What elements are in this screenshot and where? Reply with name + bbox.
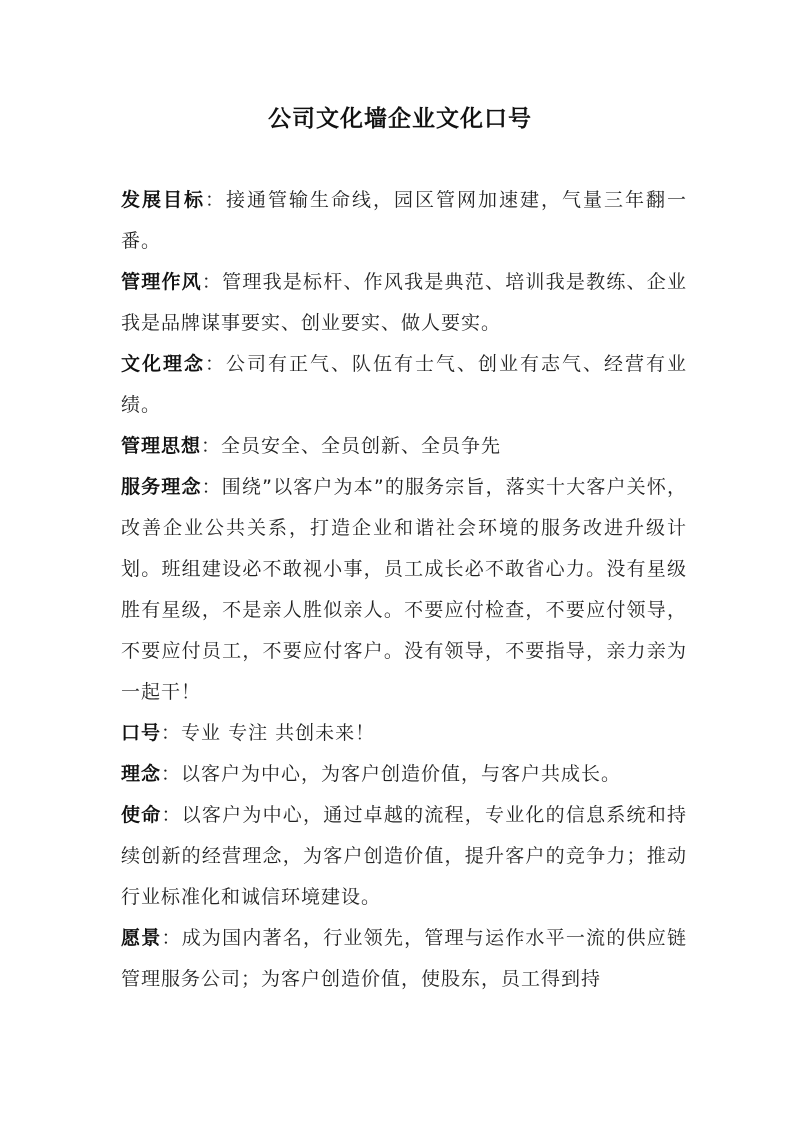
paragraph-separator: ： [201,271,223,293]
paragraph-development-goal [121,180,687,262]
paragraph-label: 管理思想 [121,435,202,457]
paragraph-separator: ： [161,804,182,826]
document-title: 公司文化墙企业文化口号 [268,106,532,132]
paragraph-service-concept [121,467,687,713]
paragraph-label: 发展目标 [121,189,205,211]
paragraph-text: 成为国内著名，行业领先，管理与运作水平一流的供应链管理服务公司；为客户创造价值，使股东，员工得到持 [121,927,687,990]
paragraph-label: 服务理念 [121,476,202,498]
paragraph-text: 以客户为中心，通过卓越的流程，专业化的信息系统和持续创新的经营理念，为客户创造价值，提升客户的竞争力；推动行业标准化和诚信环境建设。 [121,804,687,908]
document-body [121,180,687,1000]
paragraph-management-thought [121,426,687,467]
paragraph-label: 文化理念 [121,353,205,375]
paragraph-label: 理念 [121,763,162,785]
paragraph-text: 专业 专注 共创未来！ [181,722,376,744]
paragraph-separator: ： [161,927,182,949]
paragraph-separator: ： [205,353,226,375]
paragraph-text: 以客户为中心，为客户创造价值，与客户共成长。 [181,763,622,785]
paragraph-text: 公司有正气、队伍有士气、创业有志气、经营有业绩。 [121,353,687,416]
paragraph-separator: ： [201,435,222,457]
paragraph-mission [121,795,687,918]
paragraph-philosophy [121,754,687,795]
paragraph-text: 围绕”以客户为本”的服务宗旨，落实十大客户关怀，改善企业公共关系，打造企业和谐社会环境的服务改进升级计划。班组建设必不敢视小事，员工成长必不敢省心力。没有星级胜有星级，不是亲人胜似亲人。不要应付检查，不要应付领导，不要应付员工，不要应付客户。没有领导，不要指导，亲力亲为一起干！ [121,476,687,703]
paragraph-vision [121,918,687,1000]
paragraph-label: 管理作风 [121,271,202,293]
paragraph-text: 管理我是标杆、作风我是典范、培训我是教练、企业我是品牌谋事要实、创业要实、做人要实。 [121,271,687,334]
paragraph-separator: ： [201,476,222,498]
paragraph-text: 接通管输生命线，园区管网加速建，气量三年翻一番。 [121,189,687,252]
paragraph-culture-concept [121,344,687,426]
paragraph-slogan [121,713,687,754]
paragraph-label: 口号 [121,722,162,744]
paragraph-management-style [121,262,687,344]
paragraph-label: 愿景 [121,927,162,949]
paragraph-text: 全员安全、全员创新、全员争先 [221,435,502,457]
paragraph-separator: ： [161,763,182,785]
paragraph-separator: ： [161,722,182,744]
paragraph-label: 使命 [121,804,162,826]
paragraph-separator: ： [205,189,226,211]
